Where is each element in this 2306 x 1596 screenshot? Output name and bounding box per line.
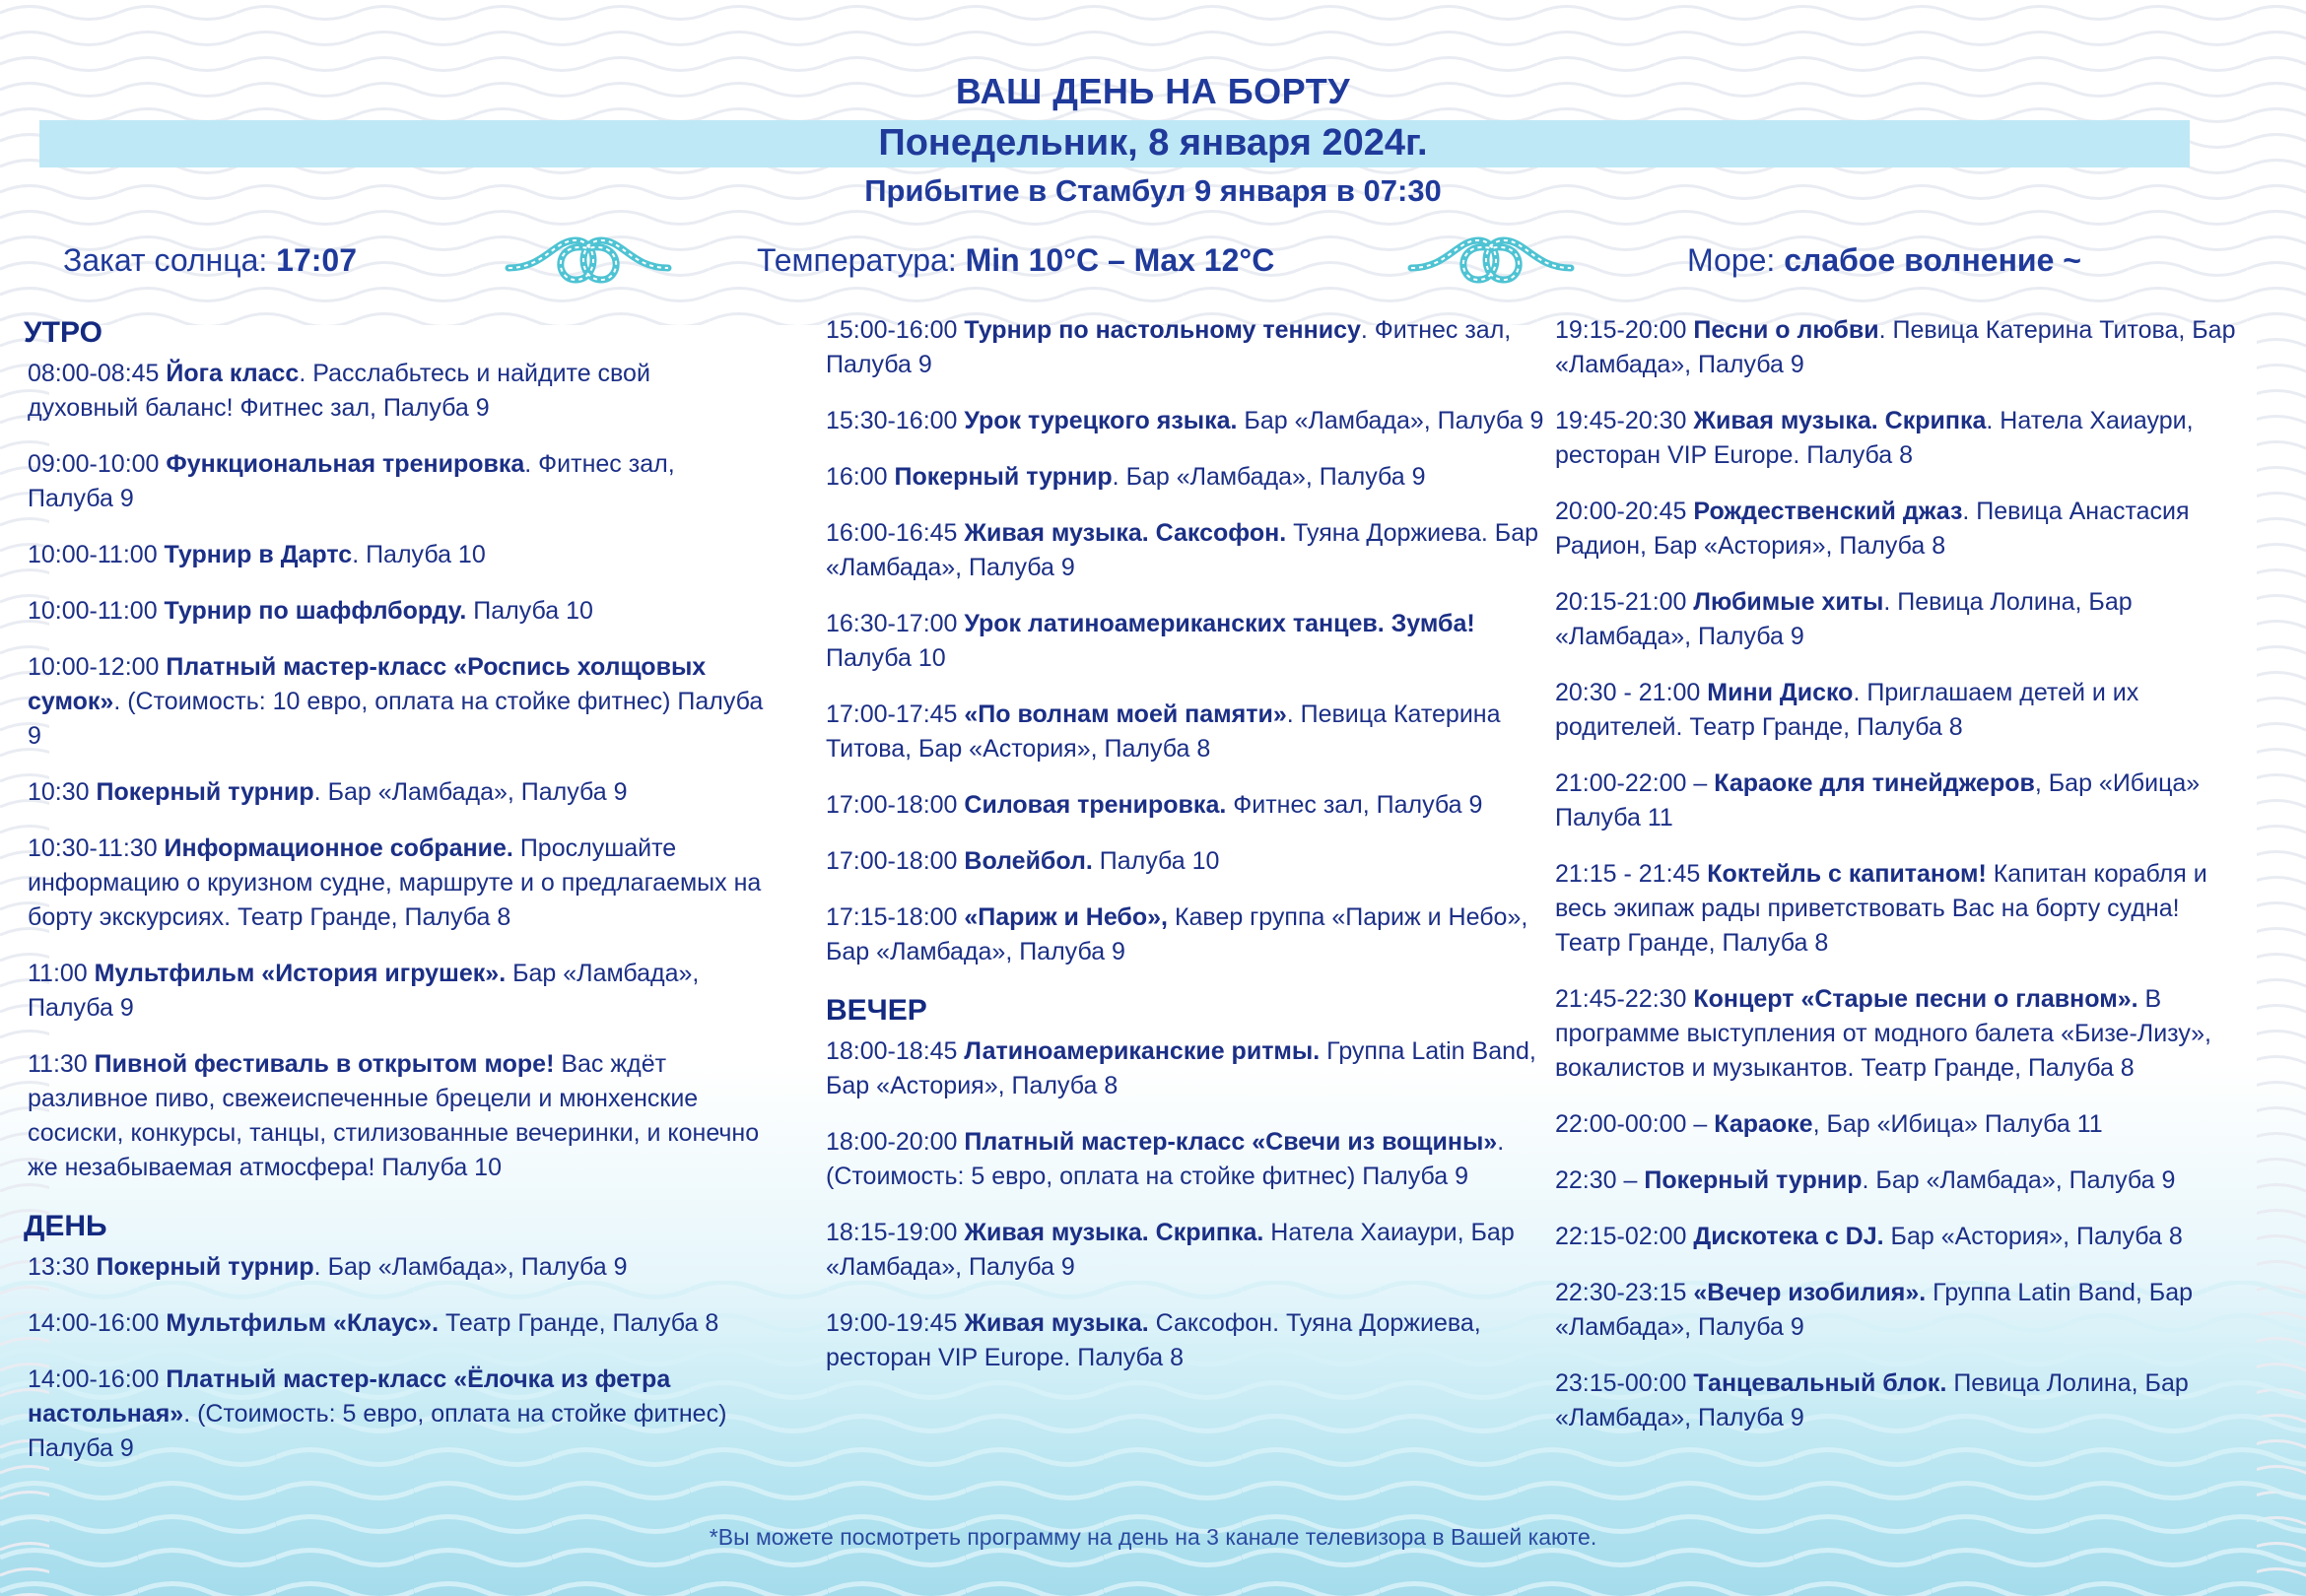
event-time: 11:00 (28, 960, 95, 987)
event-time: 18:00-20:00 (826, 1128, 965, 1156)
event-name: Урок латиноамериканских танцев. Зумба! (964, 610, 1475, 637)
event-desc: Группа Latin Band, Бар «Ламбада», Палуба 9 (1555, 1279, 2194, 1341)
event-name: Коктейль с капитаном! (1707, 860, 1987, 888)
event-desc: Саксофон. Туяна Доржиева, ресторан VIP Europe. Палуба 8 (826, 1309, 1481, 1371)
schedule-event (1555, 1107, 2245, 1142)
rope-knot-icon (505, 229, 672, 292)
schedule-event (826, 460, 1545, 495)
event-desc: Палуба 10 (1092, 847, 1220, 875)
sea-value: слабое волнение ~ (1784, 242, 2081, 278)
event-name: Волейбол. (964, 847, 1093, 875)
event-time: 22:30-23:15 (1555, 1279, 1694, 1306)
temperature-value: Min 10°C – Max 12°C (965, 242, 1275, 278)
event-desc: Бар «Ламбада», Палуба 9 (1237, 407, 1544, 434)
event-name: Платный мастер-класс «Роспись холщовых сумок» (28, 653, 707, 715)
event-name: Платный мастер-класс «Ёлочка из фетра настольная» (28, 1365, 671, 1428)
schedule-event (28, 357, 765, 426)
footnote: *Вы можете посмотреть программу на день на 3 канале телевизора в Вашей каюте. (709, 1524, 1597, 1550)
event-name: «По волнам моей памяти» (964, 700, 1287, 728)
event-time: 20:15-21:00 (1555, 588, 1694, 616)
event-desc: . Натела Хаиаури, ресторан VIP Europe. Палуба 8 (1555, 407, 2194, 469)
event-time: 20:00-20:45 (1555, 498, 1694, 525)
sunset-info (63, 242, 357, 279)
event-name: Караоке для тинейджеров (1714, 769, 2035, 797)
event-name: Латиноамериканские ритмы. (964, 1037, 1321, 1065)
temperature-label: Температура: (757, 242, 957, 278)
schedule-event (1555, 982, 2245, 1086)
event-time: 18:15-19:00 (826, 1219, 965, 1246)
schedule-event (28, 594, 765, 629)
event-time: 14:00-16:00 (28, 1365, 167, 1393)
event-name: Концерт «Старые песни о главном». (1693, 985, 2138, 1013)
event-time: 23:15-00:00 (1555, 1369, 1694, 1397)
event-name: Пивной фестиваль в открытом море! (94, 1050, 555, 1078)
event-name: Дискотека с DJ. (1693, 1223, 1884, 1250)
event-time: 10:00-12:00 (28, 653, 167, 681)
schedule-event (1555, 585, 2245, 654)
date-heading: Понедельник, 8 января 2024г. (878, 122, 1428, 164)
event-desc: . Певица Катерина Титова, Бар «Ламбада», Палуба 9 (1555, 316, 2236, 378)
event-time: 10:30 (28, 778, 97, 806)
event-name: Рождественский джаз (1693, 498, 1963, 525)
event-time: 11:30 (28, 1050, 95, 1078)
event-desc: . Певица Анастасия Радион, Бар «Астория», Палуба 8 (1555, 498, 2190, 560)
event-name: Покерный турнир (96, 1253, 314, 1281)
schedule-event (1555, 495, 2245, 564)
event-desc: Прослушайте информацию о круизном судне, маршруте и о предлагаемых на борту экскурсиях. Театр Гранде, Палуба 8 (28, 834, 762, 931)
schedule-event (28, 1363, 765, 1466)
event-desc: , Бар «Ибица» Палуба 11 (1812, 1110, 2103, 1138)
event-desc: . (Стоимость: 5 евро, оплата на стойке фитнес) Палуба 9 (28, 1400, 727, 1462)
schedule-event (28, 1306, 765, 1341)
evening-events (826, 1034, 1545, 1375)
event-desc: . Фитнес зал, Палуба 9 (28, 450, 675, 512)
sea-label: Море: (1687, 242, 1776, 278)
event-desc: Палуба 10 (466, 597, 593, 625)
schedule-column-1 (24, 313, 765, 1488)
event-name: Танцевальный блок. (1693, 1369, 1947, 1397)
evening-events-continued (1555, 313, 2245, 1435)
schedule-event (28, 831, 765, 935)
schedule-event (826, 844, 1545, 879)
event-desc: Бар «Астория», Палуба 8 (1883, 1223, 2183, 1250)
event-desc: Натела Хаиаури, Бар «Ламбада», Палуба 9 (826, 1219, 1515, 1281)
event-name: «Вечер изобилия». (1693, 1279, 1927, 1306)
schedule-event (1555, 1366, 2245, 1435)
schedule-event (28, 1047, 765, 1185)
event-desc: , Бар «Ибица» Палуба 11 (1555, 769, 2201, 831)
event-desc: . Бар «Ламбада», Палуба 9 (313, 778, 628, 806)
event-name: Живая музыка. Скрипка. (964, 1219, 1264, 1246)
event-desc: Капитан корабля и весь экипаж рады приветствовать Вас на борту судна! Театр Гранде, Палуба 8 (1555, 860, 2207, 957)
event-name: Силовая тренировка. (964, 791, 1227, 819)
event-name: Песни о любви (1693, 316, 1879, 344)
schedule-event (1555, 676, 2245, 745)
event-time: 17:15-18:00 (826, 903, 965, 931)
event-time: 14:00-16:00 (28, 1309, 167, 1337)
schedule-event (28, 775, 765, 810)
event-desc: . (Стоимость: 10 евро, оплата на стойке фитнес) Палуба 9 (28, 688, 764, 750)
event-desc: Вас ждёт разливное пиво, свежеиспеченные брецели и мюнхенские сосиски, конкурсы, танцы, стилизованные вечеринки, и конечно же незабываемая атмосфера! Палуба 10 (28, 1050, 760, 1181)
schedule-event (826, 1306, 1545, 1375)
schedule-event (826, 698, 1545, 766)
event-time: 10:00-11:00 (28, 541, 165, 568)
schedule-event (28, 957, 765, 1026)
event-time: 17:00-18:00 (826, 847, 965, 875)
event-name: Мультфильм «Клаус». (166, 1309, 440, 1337)
event-desc: Фитнес зал, Палуба 9 (1226, 791, 1483, 819)
event-time: 15:30-16:00 (826, 407, 965, 434)
event-name: «Париж и Небо», (964, 903, 1168, 931)
event-time: 19:45-20:30 (1555, 407, 1694, 434)
event-desc: . Расслабьтесь и найдите свой духовный баланс! Фитнес зал, Палуба 9 (28, 360, 650, 422)
schedule-event (1555, 1276, 2245, 1345)
event-name: Турнир в Дартс (164, 541, 353, 568)
event-name: Любимые хиты (1693, 588, 1884, 616)
event-desc: . Бар «Ламбада», Палуба 9 (313, 1253, 628, 1281)
event-name: Платный мастер-класс «Свечи из вощины» (964, 1128, 1498, 1156)
event-desc: В программе выступления от модного балета «Бизе-Лизу», вокалистов и музыкантов. Театр Гранде, Палуба 8 (1555, 985, 2211, 1082)
page-title: ВАШ ДЕНЬ НА БОРТУ (955, 71, 1351, 111)
event-name: Мультфильм «История игрушек». (94, 960, 507, 987)
event-time: 21:00-22:00 – (1555, 769, 1715, 797)
event-name: Покерный турнир (96, 778, 314, 806)
event-time: 17:00-18:00 (826, 791, 965, 819)
schedule-event (826, 516, 1545, 585)
event-name: Турнир по шаффлборду. (164, 597, 467, 625)
event-time: 09:00-10:00 (28, 450, 167, 478)
schedule-column-3 (1555, 313, 2245, 1457)
event-desc: Певица Лолина, Бар «Ламбада», Палуба 9 (1555, 1369, 2189, 1431)
event-desc: Туяна Доржиева. Бар «Ламбада», Палуба 9 (826, 519, 1539, 581)
event-desc: Бар «Ламбада», Палуба 9 (28, 960, 700, 1022)
event-name: Функциональная тренировка (166, 450, 525, 478)
event-time: 22:00-00:00 – (1555, 1110, 1715, 1138)
event-time: 22:30 – (1555, 1166, 1645, 1194)
schedule-event (826, 404, 1545, 438)
event-name: Покерный турнир (894, 463, 1113, 491)
schedule-event (826, 607, 1545, 676)
event-time: 16:30-17:00 (826, 610, 965, 637)
schedule-event (1555, 313, 2245, 382)
schedule-event (826, 1034, 1545, 1103)
event-desc: . Певица Лолина, Бар «Ламбада», Палуба 9 (1555, 588, 2133, 650)
day-events (24, 1250, 765, 1466)
event-time: 15:00-16:00 (826, 316, 965, 344)
sea-info (1687, 242, 2081, 279)
event-time: 16:00 (826, 463, 895, 491)
schedule-event (1555, 404, 2245, 473)
event-desc: . Палуба 10 (352, 541, 486, 568)
event-name: Покерный турнир (1644, 1166, 1863, 1194)
event-time: 13:30 (28, 1253, 97, 1281)
schedule-event (826, 313, 1545, 382)
event-name: Мини Диско (1707, 679, 1854, 706)
event-time: 22:15-02:00 (1555, 1223, 1694, 1250)
section-title-day: ДЕНЬ (24, 1210, 107, 1242)
temperature-info (757, 242, 1274, 279)
schedule-event (1555, 766, 2245, 835)
event-time: 21:45-22:30 (1555, 985, 1694, 1013)
event-name: Живая музыка. Скрипка (1693, 407, 1987, 434)
schedule-event (826, 788, 1545, 823)
sunset-value: 17:07 (276, 242, 358, 278)
rope-knot-icon (1407, 229, 1575, 292)
event-desc: Театр Гранде, Палуба 8 (439, 1309, 719, 1337)
sunset-label: Закат солнца: (63, 242, 268, 278)
section-title-morning: УТРО (24, 316, 102, 349)
event-desc: Палуба 10 (826, 644, 946, 672)
event-name: Урок турецкого языка. (964, 407, 1238, 434)
event-name: Караоке (1714, 1110, 1813, 1138)
schedule-event (28, 538, 765, 572)
event-time: 10:30-11:30 (28, 834, 165, 862)
event-time: 20:30 - 21:00 (1555, 679, 1708, 706)
event-desc: . Фитнес зал, Палуба 9 (826, 316, 1512, 378)
event-time: 21:15 - 21:45 (1555, 860, 1708, 888)
event-name: Живая музыка. (964, 1309, 1149, 1337)
schedule-event (1555, 1220, 2245, 1254)
schedule-event (28, 447, 765, 516)
event-desc: . Приглашаем детей и их родителей. Театр Гранде, Палуба 8 (1555, 679, 2139, 741)
section-title-evening: ВЕЧЕР (826, 994, 927, 1027)
event-desc: Группа Latin Band, Бар «Астория», Палуба 8 (826, 1037, 1536, 1099)
schedule-event (28, 650, 765, 754)
event-time: 16:00-16:45 (826, 519, 965, 547)
schedule-event (826, 900, 1545, 969)
schedule-event (826, 1216, 1545, 1285)
event-desc: . (Стоимость: 5 евро, оплата на стойке фитнес) Палуба 9 (826, 1128, 1505, 1190)
event-desc: Кавер группа «Париж и Небо», Бар «Ламбада», Палуба 9 (826, 903, 1528, 965)
event-desc: . Певица Катерина Титова, Бар «Астория», Палуба 8 (826, 700, 1501, 763)
schedule-event (1555, 857, 2245, 961)
event-desc: . Бар «Ламбада», Палуба 9 (1862, 1166, 2176, 1194)
morning-events (24, 357, 765, 1185)
event-time: 17:00-17:45 (826, 700, 965, 728)
event-time: 19:00-19:45 (826, 1309, 965, 1337)
event-time: 18:00-18:45 (826, 1037, 965, 1065)
event-desc: . Бар «Ламбада», Палуба 9 (1112, 463, 1426, 491)
schedule-event (28, 1250, 765, 1285)
event-name: Информационное собрание. (164, 834, 513, 862)
schedule-event (1555, 1164, 2245, 1198)
event-name: Йога класс (166, 360, 300, 387)
event-time: 08:00-08:45 (28, 360, 167, 387)
event-time: 10:00-11:00 (28, 597, 165, 625)
event-time: 19:15-20:00 (1555, 316, 1694, 344)
day-events-continued (826, 313, 1545, 969)
schedule-event (826, 1125, 1545, 1194)
event-name: Турнир по настольному теннису (964, 316, 1361, 344)
arrival-info: Прибытие в Стамбул 9 января в 07:30 (864, 173, 1442, 208)
schedule-column-2 (826, 313, 1545, 1397)
event-name: Живая музыка. Саксофон. (964, 519, 1287, 547)
